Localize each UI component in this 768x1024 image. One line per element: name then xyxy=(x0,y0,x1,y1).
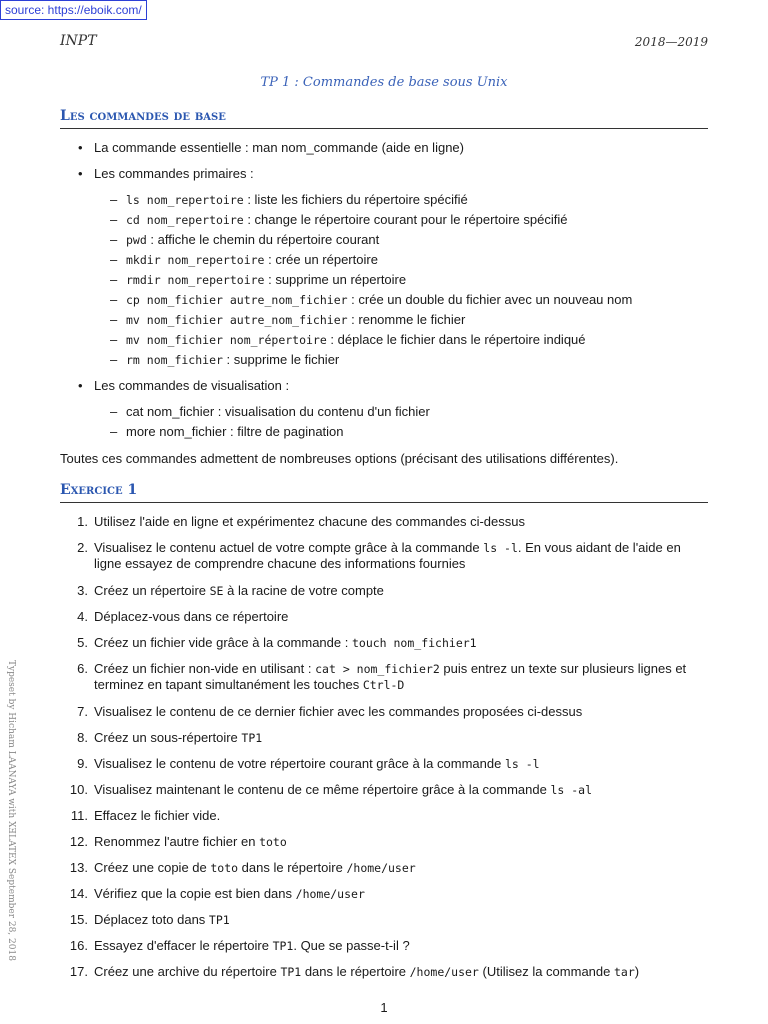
bullet-text: La commande essentielle : man nom_commande (aide en ligne) xyxy=(94,140,464,155)
dash-icon: – xyxy=(110,252,118,267)
exercise-text xyxy=(94,886,710,902)
inline-code: toto xyxy=(210,861,239,875)
exercise-text-run: Visualisez le contenu de votre répertoire courant grâce à la commande xyxy=(94,756,505,771)
exercise-number: 3. xyxy=(77,583,88,598)
exercise-text xyxy=(94,514,710,530)
exercise-number: 5. xyxy=(77,635,88,650)
exercise-text-run: à la racine de votre compte xyxy=(223,583,384,598)
exercise-text xyxy=(94,808,710,824)
header-year: 2018—2019 xyxy=(634,35,708,49)
dash-icon: – xyxy=(110,212,118,227)
primary-command-item xyxy=(110,312,465,327)
exercise-text xyxy=(94,782,710,798)
exercise-text xyxy=(94,912,710,928)
inline-code: TP1 xyxy=(280,965,302,979)
command-name: ls nom_repertoire xyxy=(126,193,244,207)
exercise-number: 14. xyxy=(69,886,88,901)
dash-icon: – xyxy=(110,404,118,419)
dash-icon: – xyxy=(110,312,118,327)
header-institution: INPT xyxy=(60,33,97,49)
page-number: 1 xyxy=(380,1000,388,1015)
exercise-number: 15. xyxy=(69,912,88,927)
exercise-text xyxy=(94,730,710,746)
command-description: : supprime le fichier xyxy=(222,352,340,367)
exercise-number: 4. xyxy=(77,609,88,624)
command-description: : crée un répertoire xyxy=(264,252,378,267)
exercise-number: 2. xyxy=(77,540,88,555)
inline-code: tar xyxy=(613,965,635,979)
primary-command-item xyxy=(110,232,379,247)
exercise-text-run: Créez une archive du répertoire xyxy=(94,964,281,979)
inline-code: ls -al xyxy=(550,783,593,797)
command-description: : renomme le fichier xyxy=(347,312,466,327)
command-name: cp nom_fichier autre_nom_fichier xyxy=(126,293,348,307)
primary-command-item xyxy=(110,252,378,267)
visualisation-text: cat nom_fichier : visualisation du contenu d'un fichier xyxy=(126,404,430,419)
command-description: : change le répertoire courant pour le répertoire spécifié xyxy=(243,212,568,227)
exercise-text xyxy=(94,609,710,625)
inline-code: TP1 xyxy=(241,731,263,745)
inline-code: SE xyxy=(209,584,224,598)
inline-code: /home/user xyxy=(409,965,479,979)
exercise-text xyxy=(94,704,710,720)
exercise-number: 17. xyxy=(69,964,88,979)
exercise-number: 8. xyxy=(77,730,88,745)
exercise-number: 11. xyxy=(70,808,88,823)
side-note-text: Typeset by Hicham LAANAYA with XƎLATEX September 28, 2018 xyxy=(6,660,16,961)
command-description: : crée un double du fichier avec un nouveau nom xyxy=(347,292,633,307)
visualisation-item xyxy=(110,404,430,419)
command-name: cd nom_repertoire xyxy=(126,213,244,227)
dash-icon: – xyxy=(110,272,118,287)
exercise-text-run: Déplacez toto dans xyxy=(94,912,209,927)
exercise-text xyxy=(94,540,710,572)
exercise-text-run: . Que se passe-t-il ? xyxy=(293,938,410,953)
exercise-text-run: Effacez le fichier vide. xyxy=(94,808,221,823)
exercise-text-run: dans le répertoire xyxy=(301,964,410,979)
dash-icon: – xyxy=(110,192,118,207)
inline-code: Ctrl-D xyxy=(362,678,405,692)
command-name: mv nom_fichier nom_répertoire xyxy=(126,333,327,347)
exercise-text xyxy=(94,860,710,876)
exercise-number: 7. xyxy=(77,704,88,719)
document-title: TP 1 : Commandes de base sous Unix xyxy=(260,75,508,90)
exercise-text-run: dans le répertoire xyxy=(238,860,347,875)
exercise-number: 12. xyxy=(69,834,88,849)
exercise-text-run: Visualisez maintenant le contenu de ce même répertoire grâce à la commande xyxy=(94,782,551,797)
exercise-text-run: . En vous aidant de l'aide en ligne essayez de comprendre chacune des informations fournies xyxy=(94,540,681,571)
inline-code: touch nom_fichier1 xyxy=(351,636,477,650)
source-link[interactable]: source: https://eboik.com/ xyxy=(0,0,147,20)
exercise-text xyxy=(94,635,710,651)
exercise-number: 13. xyxy=(69,860,88,875)
inline-code: ls -l xyxy=(504,757,540,771)
inline-code: ls -l xyxy=(483,541,518,555)
command-name: rm nom_fichier xyxy=(126,353,223,367)
primary-command-item xyxy=(110,352,339,367)
exercise-text xyxy=(94,583,710,599)
inline-code: /home/user xyxy=(295,887,365,901)
exercise-text-run: ) xyxy=(634,964,640,979)
bullet-text: Les commandes primaires : xyxy=(94,166,254,181)
exercise-text-run: Créez un fichier vide grâce à la commande : xyxy=(94,635,352,650)
primary-command-item xyxy=(110,272,406,287)
exercise-text-run: Utilisez l'aide en ligne et expérimentez chacune des commandes ci-dessus xyxy=(94,514,525,529)
exercise-text xyxy=(94,756,710,772)
inline-code: /home/user xyxy=(346,861,416,875)
command-name: rmdir nom_repertoire xyxy=(126,273,265,287)
side-note xyxy=(2,660,18,960)
primary-command-item xyxy=(110,212,567,227)
exercise-text-run: Vérifiez que la copie est bien dans xyxy=(94,886,296,901)
options-note: Toutes ces commandes admettent de nombreuses options (précisant des utilisations différentes). xyxy=(60,451,619,466)
command-description: : affiche le chemin du répertoire courant xyxy=(146,232,380,247)
primary-command-item xyxy=(110,292,632,307)
exercise-text-run: puis entrez un texte sur plusieurs lignes et terminez en tapant simultanément les touches xyxy=(94,661,687,692)
bullet-text: Les commandes de visualisation : xyxy=(94,378,290,393)
dash-icon: – xyxy=(110,292,118,307)
exercise-text-run: Essayez d'effacer le répertoire xyxy=(94,938,273,953)
exercise-text-run: Créez une copie de xyxy=(94,860,211,875)
exercise-text-run: Créez un sous-répertoire xyxy=(94,730,242,745)
dash-icon: – xyxy=(110,332,118,347)
dash-icon: – xyxy=(110,232,118,247)
dash-icon: – xyxy=(110,352,118,367)
command-name: pwd xyxy=(126,233,147,247)
exercise-text-run: Visualisez le contenu de ce dernier fichier avec les commandes proposées ci-dessus xyxy=(94,704,583,719)
exercise-text-run: (Utilisez la commande xyxy=(478,964,614,979)
visualisation-item xyxy=(110,424,344,439)
inline-code: TP1 xyxy=(208,913,230,927)
exercise-number: 1. xyxy=(77,514,88,529)
exercise-text-run: Créez un fichier non-vide en utilisant : xyxy=(94,661,316,676)
exercise-text xyxy=(94,661,710,693)
command-name: mkdir nom_repertoire xyxy=(126,253,265,267)
exercise-number: 9. xyxy=(77,756,88,771)
command-name: mv nom_fichier autre_nom_fichier xyxy=(126,313,348,327)
command-description: : supprime un répertoire xyxy=(264,272,407,287)
exercise-text-run: Visualisez le contenu actuel de votre compte grâce à la commande xyxy=(94,540,484,555)
bullet-icon: • xyxy=(78,140,83,155)
bullet-icon: • xyxy=(78,166,83,181)
primary-command-item xyxy=(110,332,586,347)
command-description: : liste les fichiers du répertoire spécifié xyxy=(243,192,468,207)
visualisation-text: more nom_fichier : filtre de pagination xyxy=(126,424,344,439)
inline-code: toto xyxy=(259,835,287,849)
bullet-icon: • xyxy=(78,378,83,393)
inline-code: cat > nom_fichier2 xyxy=(315,662,440,676)
section-heading-commandes: Les commandes de base xyxy=(60,108,708,129)
exercise-text-run: Renommez l'autre fichier en xyxy=(94,834,260,849)
exercise-number: 10. xyxy=(69,782,88,797)
exercise-number: 16. xyxy=(69,938,88,953)
command-description: : déplace le fichier dans le répertoire indiqué xyxy=(326,332,586,347)
inline-code: TP1 xyxy=(272,939,294,953)
exercise-text xyxy=(94,834,710,850)
primary-command-item xyxy=(110,192,468,207)
dash-icon: – xyxy=(110,424,118,439)
section-heading-exercice: Exercice 1 xyxy=(60,482,708,503)
exercise-text-run: Déplacez-vous dans ce répertoire xyxy=(94,609,289,624)
exercise-text xyxy=(94,938,710,954)
exercise-text xyxy=(94,964,710,980)
exercise-text-run: Créez un répertoire xyxy=(94,583,210,598)
exercise-number: 6. xyxy=(77,661,88,676)
